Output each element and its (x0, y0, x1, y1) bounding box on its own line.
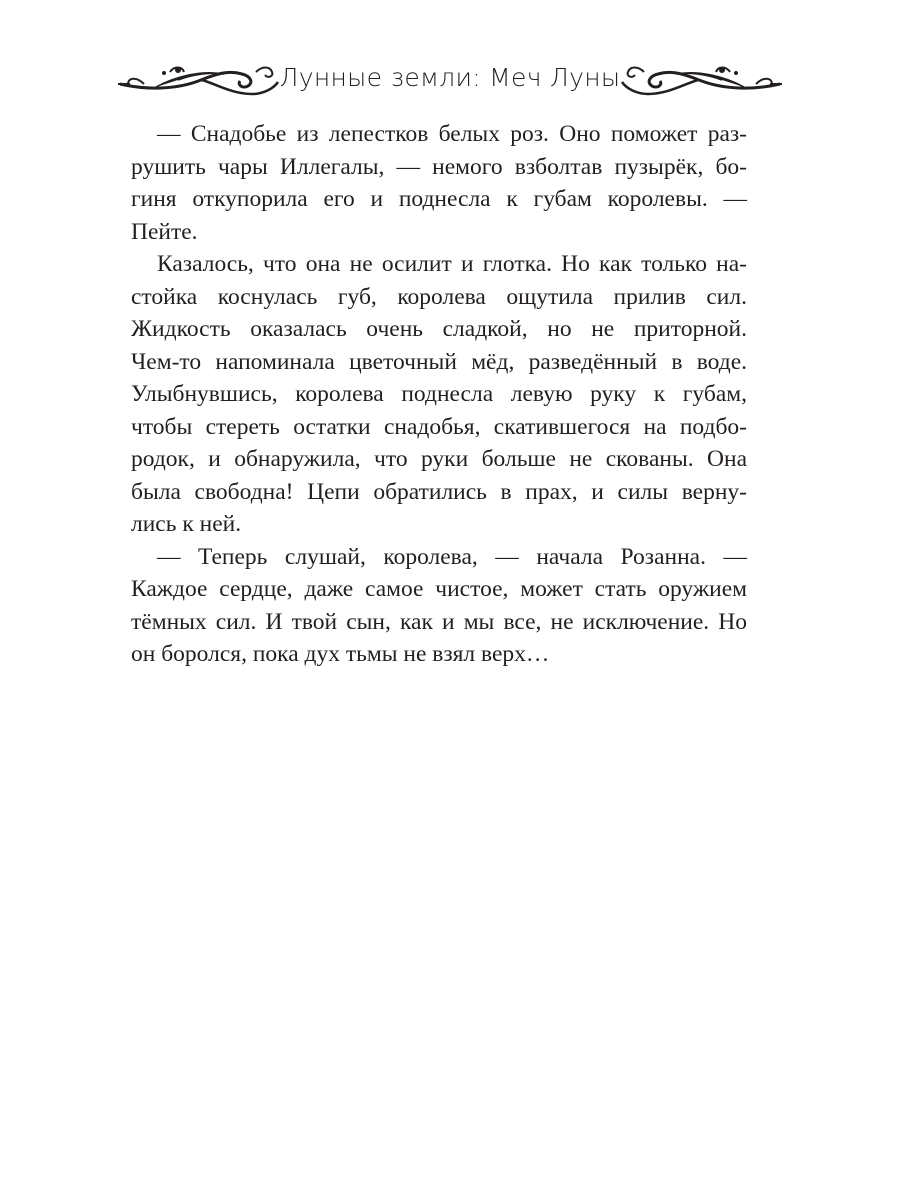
text-line: Казалось, что она не осилит и глотка. Но как только на- (157, 251, 747, 277)
paragraph (131, 248, 747, 541)
text-line: стойка коснулась губ, королева ощутила прилив сил. (131, 283, 747, 310)
text-line: Пейте. (131, 218, 198, 245)
text-line: чтобы стереть остатки снадобья, скатившегося на подбо- (131, 413, 747, 440)
text-line: Каждое сердце, даже самое чистое, может стать оружием (131, 576, 747, 602)
paragraph (131, 118, 747, 248)
text-line: тёмных сил. И твой сын, как и мы все, не исключение. Но (131, 608, 747, 635)
text-line: — Теперь слушай, королева, — начала Розанна. — (157, 543, 747, 570)
text-line: Чем-то напоминала цветочный мёд, разведённый в воде. (131, 348, 747, 375)
paragraph (131, 541, 747, 671)
text-line: лись к ней. (131, 511, 242, 537)
text-line: он боролся, пока дух тьмы не взял верх… (131, 641, 550, 667)
text-line: гиня откупорила его и поднесла к губам королевы. — (131, 186, 747, 212)
body-text (131, 118, 747, 671)
text-line: Жидкость оказалась очень сладкой, но не приторной. (131, 316, 747, 342)
running-header (0, 56, 900, 104)
text-line: Улыбнувшись, королева поднесла левую руку к губам, (131, 381, 747, 407)
text-line: — Снадобье из лепестков белых роз. Оно поможет раз- (157, 121, 747, 147)
text-line: была свободна! Цепи обратились в прах, и силы верну- (131, 478, 747, 505)
text-line: родок, и обнаружила, что руки больше не скованы. Она (131, 446, 747, 472)
text-line: рушить чары Иллегалы, — немого взболтав пузырёк, бо- (131, 153, 747, 180)
running-header-title: Лунные земли: Меч Луны (279, 63, 621, 92)
flourish-ornament-right-icon (614, 60, 784, 100)
